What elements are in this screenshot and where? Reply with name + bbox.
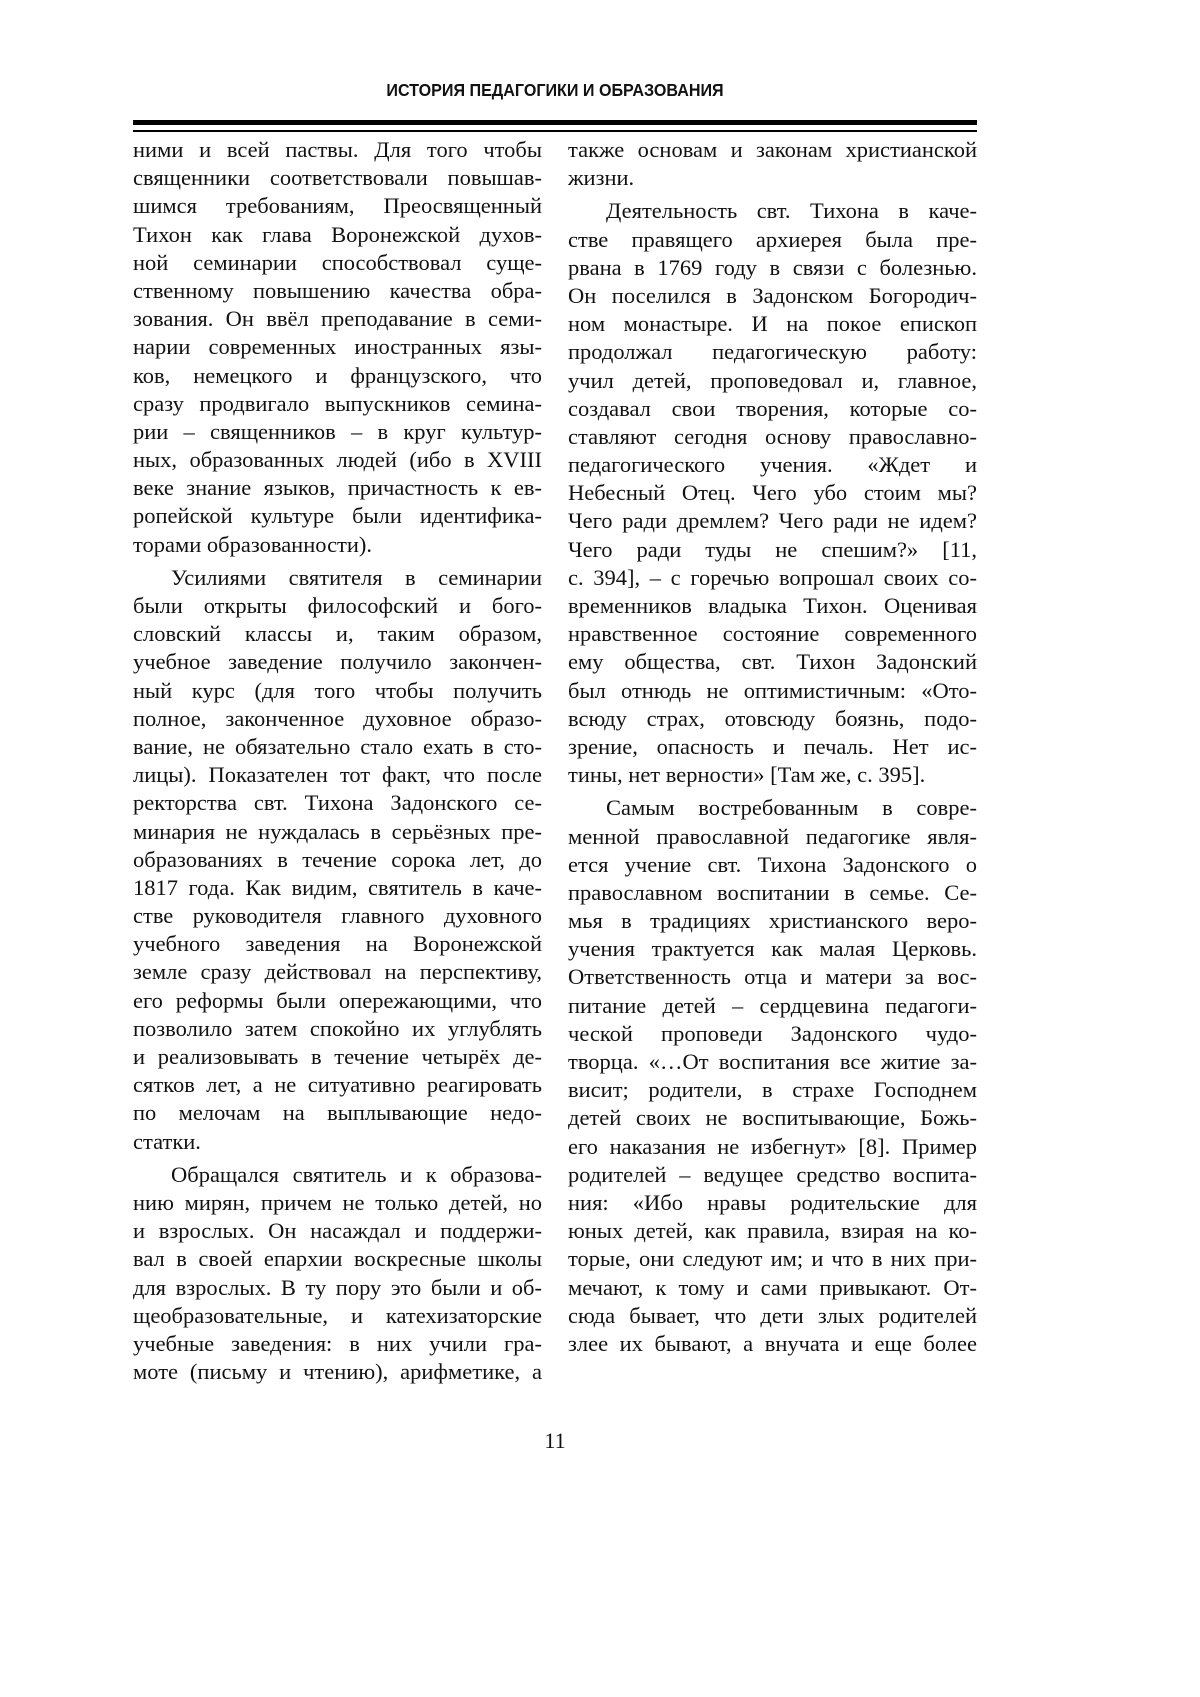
text-line: тины, нет верности» [Там же, с. 395].: [568, 761, 977, 789]
text-line: рвана в 1769 году в связи с болезнью.: [568, 254, 977, 282]
text-line: позволило затем спокойно их углублять: [133, 1015, 542, 1043]
text-line: моте (письму и чтению), арифметике, а: [133, 1358, 542, 1386]
text-line: Ответственность отца и матери за вос-: [568, 963, 977, 991]
text-line: сразу продвигало выпускников семина-: [133, 390, 542, 418]
text-line: Чего ради туды не спешим?» [11,: [568, 536, 977, 564]
text-line: образованиях в течение сорока лет, до: [133, 846, 542, 874]
paragraph: [133, 136, 542, 559]
text-line: полное, законченное духовное образо-: [133, 705, 542, 733]
text-line: также основам и законам христианской: [568, 136, 977, 164]
text-line: Он поселился в Задонском Богородич-: [568, 282, 977, 310]
paragraph: [568, 136, 977, 192]
running-header: ИСТОРИЯ ПЕДАГОГИКИ И ОБРАЗОВАНИЯ: [167, 80, 943, 101]
text-line: висит; родители, в страхе Господнем: [568, 1076, 977, 1104]
paragraph: [568, 197, 977, 789]
text-line: Деятельность свт. Тихона в каче-: [568, 197, 977, 225]
text-line: учебного заведения на Воронежской: [133, 930, 542, 958]
text-line: учебное заведение получило закончен-: [133, 648, 542, 676]
text-line: педагогического учения. «Ждет и: [568, 451, 977, 479]
text-line: стве руководителя главного духовного: [133, 902, 542, 930]
text-line: и взрослых. Он насаждал и поддержи-: [133, 1217, 542, 1245]
text-line: жизни.: [568, 164, 977, 192]
text-line: Чего ради дремлем? Чего ради не идем?: [568, 507, 977, 535]
text-line: словский классы и, таким образом,: [133, 620, 542, 648]
text-line: 1817 года. Как видим, святитель в каче-: [133, 874, 542, 902]
text-line: минария не нуждалась в серьёзных пре-: [133, 818, 542, 846]
text-line: православном воспитании в семье. Се-: [568, 879, 977, 907]
text-line: ных, образованных людей (ибо в XVIII: [133, 446, 542, 474]
text-line: ческой проповеди Задонского чудо-: [568, 1020, 977, 1048]
text-line: лицы). Показателен тот факт, что после: [133, 761, 542, 789]
text-line: и реализовывать в течение четырёх де-: [133, 1043, 542, 1071]
text-line: рии – священников – в круг культур-: [133, 418, 542, 446]
text-line: веке знание языков, причастность к ев-: [133, 474, 542, 502]
text-line: детей своих не воспитывающие, Божь-: [568, 1104, 977, 1132]
text-line: творца. «…От воспитания все житие за-: [568, 1048, 977, 1076]
text-line: ной семинарии способствовал суще-: [133, 249, 542, 277]
text-line: сюда бывает, что дети злых родителей: [568, 1302, 977, 1330]
text-line: нравственное состояние современного: [568, 620, 977, 648]
text-line: зования. Он ввёл преподавание в семи-: [133, 305, 542, 333]
paragraph: [133, 1161, 542, 1387]
text-line: ный курс (для того чтобы получить: [133, 677, 542, 705]
text-line: ему общества, свт. Тихон Задонский: [568, 648, 977, 676]
text-line: Усилиями святителя в семинарии: [133, 564, 542, 592]
text-line: вание, не обязательно стало ехать в сто-: [133, 733, 542, 761]
text-line: шимся требованиям, Преосвященный: [133, 192, 542, 220]
text-line: учения трактуется как малая Церковь.: [568, 935, 977, 963]
text-line: менной православной педагогике явля-: [568, 823, 977, 851]
right-column: [568, 136, 977, 1358]
text-line: был отнюдь не оптимистичным: «Ото-: [568, 677, 977, 705]
text-line: питание детей – сердцевина педагоги-: [568, 992, 977, 1020]
text-line: родителей – ведущее средство воспита-: [568, 1161, 977, 1189]
text-line: нию мирян, причем не только детей, но: [133, 1189, 542, 1217]
text-line: Обращался святитель и к образова-: [133, 1161, 542, 1189]
paragraph: [568, 794, 977, 1358]
text-line: ректорства свт. Тихона Задонского се-: [133, 789, 542, 817]
text-line: ставляют сегодня основу православно-: [568, 423, 977, 451]
text-line: ется учение свт. Тихона Задонского о: [568, 851, 977, 879]
text-line: мья в традициях христианского веро-: [568, 907, 977, 935]
text-line: Небесный Отец. Чего убо стоим мы?: [568, 479, 977, 507]
text-line: для взрослых. В ту пору это были и об-: [133, 1274, 542, 1302]
text-line: юных детей, как правила, взирая на ко-: [568, 1217, 977, 1245]
text-line: мечают, к тому и сами привыкают. От-: [568, 1274, 977, 1302]
left-column: [133, 136, 542, 1386]
text-line: его наказания не избегнут» [8]. Пример: [568, 1133, 977, 1161]
header-rule-thick: [133, 120, 977, 125]
text-line: ними и всей паствы. Для того чтобы: [133, 136, 542, 164]
text-line: ном монастыре. И на покое епископ: [568, 310, 977, 338]
text-line: Тихон как глава Воронежской духов-: [133, 221, 542, 249]
text-line: статки.: [133, 1128, 542, 1156]
text-line: его реформы были опережающими, что: [133, 987, 542, 1015]
text-line: зрение, опасность и печаль. Нет ис-: [568, 733, 977, 761]
text-line: ропейской культуре были идентифика-: [133, 502, 542, 530]
text-line: священники соответствовали повышав-: [133, 164, 542, 192]
text-line: сятков лет, а не ситуативно реагировать: [133, 1071, 542, 1099]
text-line: земле сразу действовал на перспективу,: [133, 958, 542, 986]
text-line: продолжал педагогическую работу:: [568, 338, 977, 366]
text-line: учебные заведения: в них учили гра-: [133, 1330, 542, 1358]
text-line: торами образованности).: [133, 531, 542, 559]
text-line: с. 394], – с горечью вопрошал своих со-: [568, 564, 977, 592]
text-line: нарии современных иностранных язы-: [133, 333, 542, 361]
text-line: Самым востребованным в совре-: [568, 794, 977, 822]
text-line: злее их бывают, а внучата и еще более: [568, 1330, 977, 1358]
text-line: торые, они следуют им; и что в них при-: [568, 1245, 977, 1273]
text-line: щеобразовательные, и катехизаторские: [133, 1302, 542, 1330]
text-line: ния: «Ибо нравы родительские для: [568, 1189, 977, 1217]
text-line: всюду страх, отовсюду боязнь, подо-: [568, 705, 977, 733]
text-line: ственному повышению качества обра-: [133, 277, 542, 305]
page-number: 11: [0, 1428, 1110, 1454]
text-line: создавал свои творения, которые со-: [568, 395, 977, 423]
header-rule-thin: [133, 130, 977, 132]
text-line: стве правящего архиерея была пре-: [568, 226, 977, 254]
text-line: были открыты философский и бого-: [133, 592, 542, 620]
text-line: временников владыка Тихон. Оценивая: [568, 592, 977, 620]
text-line: по мелочам на выплывающие недо-: [133, 1099, 542, 1127]
paragraph: [133, 564, 542, 1156]
text-line: учил детей, проповедовал и, главное,: [568, 367, 977, 395]
text-line: вал в своей епархии воскресные школы: [133, 1245, 542, 1273]
text-line: ков, немецкого и французского, что: [133, 362, 542, 390]
